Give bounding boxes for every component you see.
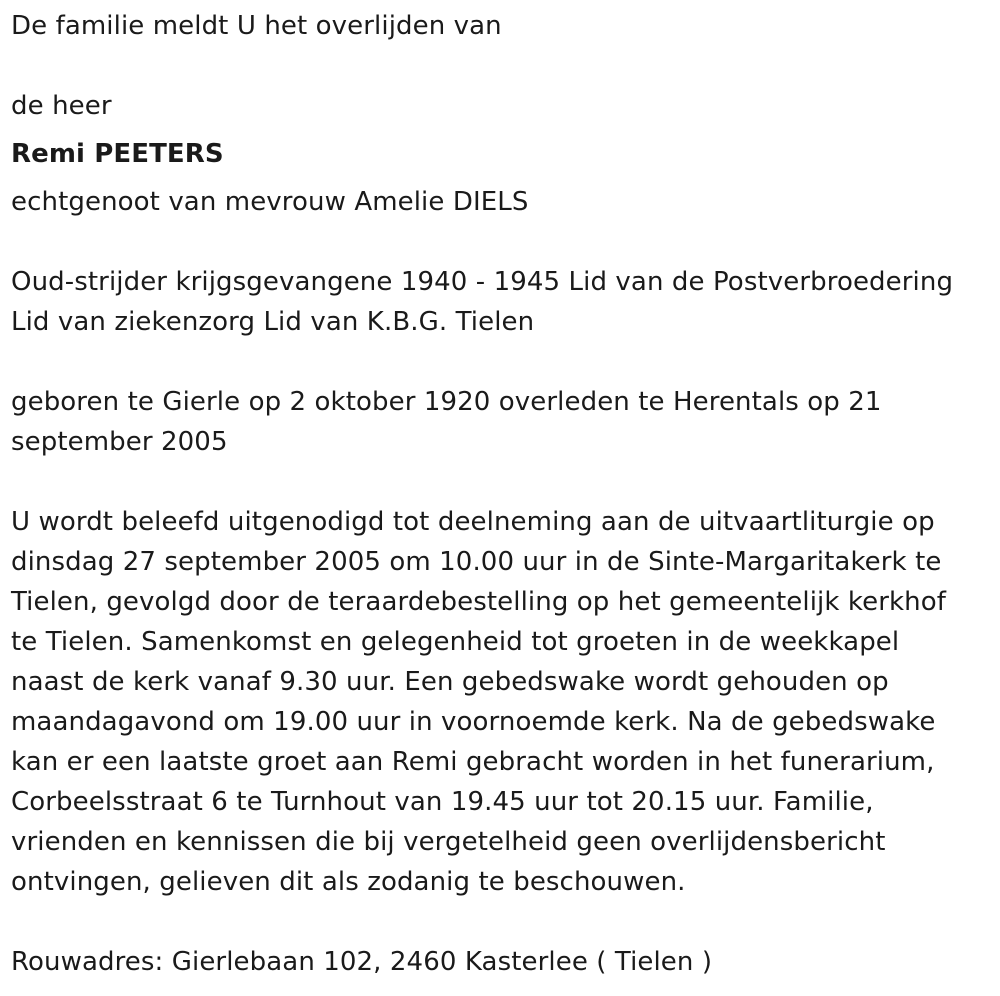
intro-text: De familie meldt U het overlijden van <box>11 11 502 41</box>
mourning-address: Rouwadres: Gierlebaan 102, 2460 Kasterlee ( Tielen ) <box>11 947 713 977</box>
obituary-notice <box>11 6 986 982</box>
spouse-text: echtgenoot van mevrouw Amelie DIELS <box>11 187 529 217</box>
ceremony-text: U wordt beleefd uitgenodigd tot deelneming aan de uitvaartliturgie op dinsdag 27 september 2005 om 10.00 uur in de Sinte-Margaritakerk te Tielen, gevolgd door de teraardebestelling op het gemeentelijk kerkhof te Tielen. Samenkomst en gelegenheid tot groeten in de weekkapel naast de kerk vanaf 9.30 uur. Een gebedswake wordt gehouden op maandagavond om 19.00 uur in voornoemde kerk. Na de gebedswake kan er een laatste groet aan Remi gebracht worden in het funerarium, Corbeelsstraat 6 te Turnhout van 19.45 uur tot 20.15 uur. Familie, vrienden en kennissen die bij vergetelheid geen overlijdensbericht ontvingen, gelieven dit als zodanig te beschouwen. <box>11 507 946 897</box>
salutation-text: de heer <box>11 91 112 121</box>
memberships-text: Oud-strijder krijgsgevangene 1940 - 1945 Lid van de Postverbroedering Lid van ziekenzorg Lid van K.B.G. Tielen <box>11 267 954 337</box>
birth-death-text: geboren te Gierle op 2 oktober 1920 overleden te Herentals op 21 september 2005 <box>11 387 882 457</box>
deceased-name: Remi PEETERS <box>11 139 224 169</box>
